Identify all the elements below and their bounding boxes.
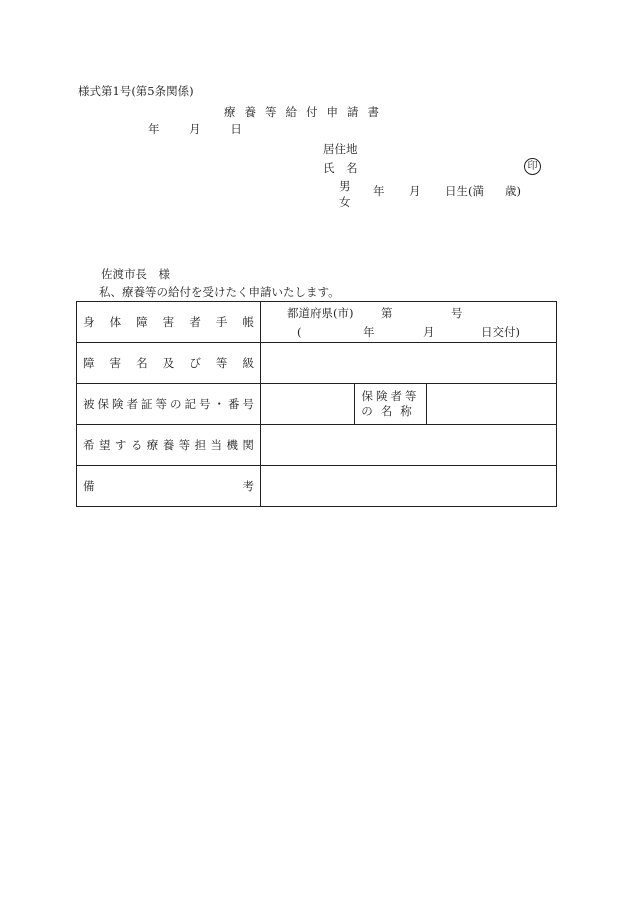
remarks-label-right: 考 — [242, 479, 254, 493]
seal-mark: 印 — [524, 158, 541, 175]
handbook-number-line — [261, 305, 556, 321]
handbook-issue-date-line — [261, 324, 556, 340]
issue-paren-open: ( — [297, 324, 302, 339]
issue-day-label: 日交付) — [481, 324, 520, 339]
birth-month-label: 月 — [409, 184, 421, 198]
sex-options — [339, 178, 351, 210]
date-year-label: 年 — [148, 122, 160, 136]
birth-date-line — [373, 186, 521, 198]
table-row — [77, 466, 557, 507]
age-suffix-label: 歳) — [505, 184, 521, 198]
sex-female-label: 女 — [339, 195, 351, 209]
birth-day-age-label: 日生(満 — [445, 184, 484, 198]
insurer-name-field[interactable] — [427, 384, 557, 425]
insurer-name-label-cell — [355, 384, 427, 425]
remarks-field[interactable] — [261, 466, 557, 507]
addressee: 佐渡市長 様 — [101, 267, 170, 281]
address-label: 居住地 — [323, 142, 358, 156]
form-number: 様式第1号(第5条関係) — [78, 84, 194, 98]
table-row — [77, 302, 557, 343]
issue-year-label: 年 — [363, 324, 375, 339]
sex-male-label: 男 — [339, 179, 351, 193]
table-row — [77, 425, 557, 466]
number-suffix-label: 号 — [451, 305, 463, 320]
medical-institution-field[interactable] — [261, 425, 557, 466]
insurer-name-label-line2: の名称 — [361, 404, 420, 418]
remarks-label-left: 備 — [83, 479, 95, 493]
disability-handbook-label: 身 体 障 害 者 手 帳 — [83, 315, 254, 329]
disability-handbook-label-cell — [77, 302, 261, 343]
disability-grade-label-cell — [77, 343, 261, 384]
remarks-label-cell — [77, 466, 261, 507]
table-row — [77, 384, 557, 425]
disability-handbook-field[interactable] — [261, 302, 557, 343]
disability-grade-label: 障 害 名 及 び 等 級 — [83, 356, 254, 370]
date-month-label: 月 — [189, 122, 201, 136]
table-row — [77, 343, 557, 384]
insurer-name-label-line1: 保険者等 — [361, 389, 420, 403]
insurance-number-field[interactable] — [261, 384, 355, 425]
issue-month-label: 月 — [423, 324, 435, 339]
insurance-number-label-cell — [77, 384, 261, 425]
request-statement: 私、療養等の給付を受けたく申請いたします。 — [99, 285, 340, 299]
document-title: 療養等給付申請書 — [224, 105, 388, 119]
date-day-label: 日 — [230, 122, 242, 136]
remarks-label — [83, 478, 254, 494]
application-table — [76, 301, 557, 507]
application-date — [148, 124, 268, 136]
prefecture-label: 都道府県(市) — [287, 305, 354, 320]
name-label: 氏 名 — [323, 161, 358, 175]
insurance-number-label: 被 保 険 者 証 等 の 記 号 ・ 番 号 — [83, 397, 254, 411]
number-prefix-label: 第 — [381, 305, 393, 320]
birth-year-label: 年 — [373, 184, 385, 198]
disability-grade-field[interactable] — [261, 343, 557, 384]
medical-institution-label: 希 望 す る 療 養 等 担 当 機 関 — [83, 438, 254, 452]
medical-institution-label-cell — [77, 425, 261, 466]
